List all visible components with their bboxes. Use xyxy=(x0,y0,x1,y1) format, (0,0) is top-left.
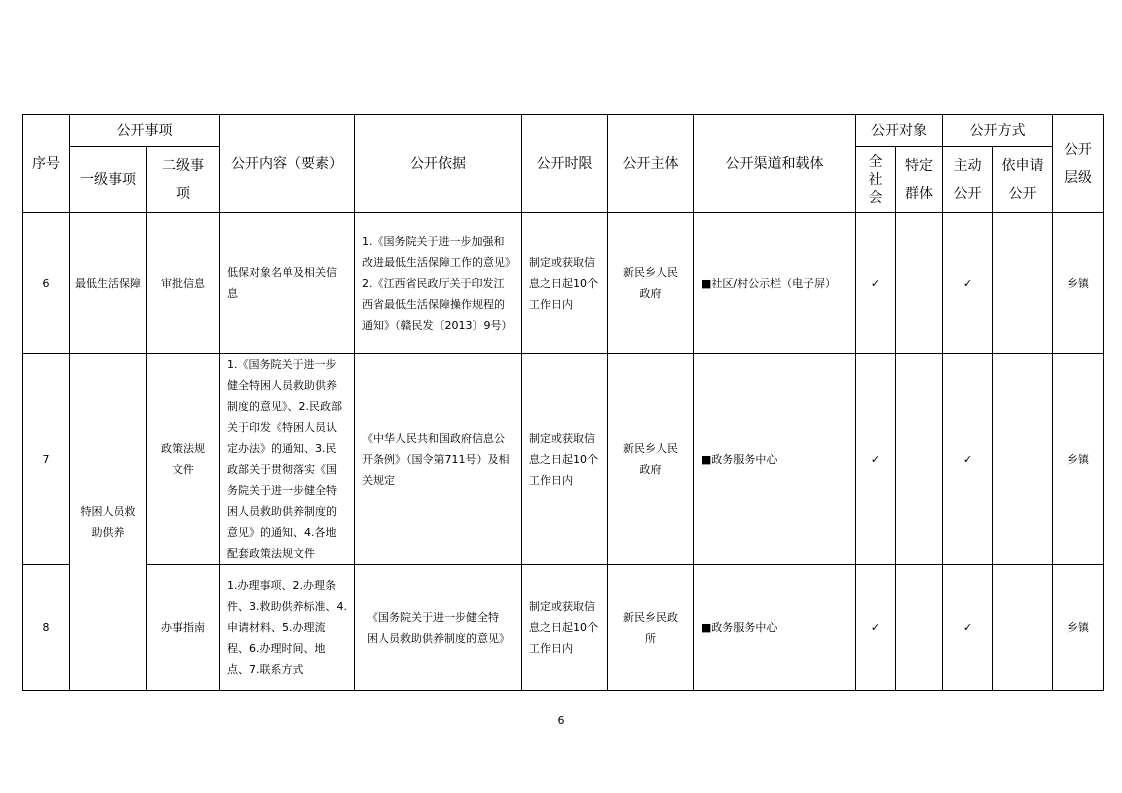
header-row-1 xyxy=(23,115,1104,147)
row8-content: 1.办理事项、2.办理条件、3.救助供养标准、4.申请材料、5.办理流程、6.办理时间、地点、7.联系方式 xyxy=(220,565,355,691)
header-channel: 公开渠道和载体 xyxy=(694,115,856,213)
header-audience-all-3: 会 xyxy=(868,189,883,206)
row8-check-request xyxy=(993,565,1053,691)
header-audience-special xyxy=(896,147,943,213)
row7-scope: 乡镇 xyxy=(1053,354,1104,565)
header-audience-special-2: 群体 xyxy=(905,185,933,202)
row7-level1: 特困人员救助供养 xyxy=(70,354,147,691)
row7-check-special xyxy=(896,354,943,565)
page-number: 6 xyxy=(557,714,565,727)
header-scope xyxy=(1053,115,1104,213)
header-basis: 公开依据 xyxy=(355,115,522,213)
row6-content: 低保对象名单及相关信息 xyxy=(220,213,355,354)
row7-check-active: ✓ xyxy=(943,354,993,565)
header-level2-line2: 项 xyxy=(176,185,190,202)
table-row xyxy=(23,354,1104,565)
row7-time-limit: 制定或获取信息之日起10个工作日内 xyxy=(522,354,608,565)
row8-seq: 8 xyxy=(23,565,70,691)
row8-basis: 《国务院关于进一步健全特困人员救助供养制度的意见》 xyxy=(355,565,522,691)
header-time-limit: 公开时限 xyxy=(522,115,608,213)
header-level1: 一级事项 xyxy=(70,147,147,213)
row7-channel: ■政务服务中心 xyxy=(694,354,856,565)
header-audience-all-2: 社 xyxy=(868,171,883,188)
row6-scope: 乡镇 xyxy=(1053,213,1104,354)
row7-subject: 新民乡人民政府 xyxy=(608,354,694,565)
row8-level2: 办事指南 xyxy=(147,565,220,691)
row7-basis: 《中华人民共和国政府信息公开条例》（国令第711号）及相关规定 xyxy=(355,354,522,565)
header-method-active xyxy=(943,147,993,213)
row6-basis: 1.《国务院关于进一步加强和改进最低生活保障工作的意见》2.《江西省民政厅关于印发江西省最低生活保障操作规程的通知》（赣民发〔2013〕9号） xyxy=(355,213,522,354)
header-method-request xyxy=(993,147,1053,213)
row7-check-request xyxy=(993,354,1053,565)
row6-seq: 6 xyxy=(23,213,70,354)
row6-subject: 新民乡人民政府 xyxy=(608,213,694,354)
header-content: 公开内容（要素） xyxy=(220,115,355,213)
header-level2-line1: 二级事 xyxy=(162,157,204,174)
row8-check-active: ✓ xyxy=(943,565,993,691)
row8-channel: ■政务服务中心 xyxy=(694,565,856,691)
header-method-active-2: 公开 xyxy=(953,185,982,202)
row6-level2: 审批信息 xyxy=(147,213,220,354)
table-row xyxy=(23,565,1104,691)
header-scope-line1: 公开 xyxy=(1064,141,1092,158)
disclosure-table xyxy=(22,114,1104,691)
row8-scope: 乡镇 xyxy=(1053,565,1104,691)
header-audience-special-1: 特定 xyxy=(905,157,933,174)
row7-content: 1.《国务院关于进一步健全特困人员救助供养制度的意见》、2.民政部关于印发《特困人员认定办法》的通知、3.民政部关于贯彻落实《国务院关于进一步健全特困人员救助供养制度的意见》的通知、4.各地配套政策法规文件 xyxy=(220,354,355,565)
header-audience-all-1: 全 xyxy=(868,153,883,170)
row6-check-special xyxy=(896,213,943,354)
row8-check-all: ✓ xyxy=(856,565,896,691)
row6-channel: ■社区/村公示栏（电子屏） xyxy=(694,213,856,354)
row7-level2: 政策法规文件 xyxy=(147,354,220,565)
row6-check-request xyxy=(993,213,1053,354)
row8-time-limit: 制定或获取信息之日起10个工作日内 xyxy=(522,565,608,691)
table-row xyxy=(23,213,1104,354)
row6-level1: 最低生活保障 xyxy=(70,213,147,354)
header-method-active-1: 主动 xyxy=(953,157,982,174)
row6-time-limit: 制定或获取信息之日起10个工作日内 xyxy=(522,213,608,354)
header-method-request-2: 公开 xyxy=(1008,185,1037,202)
header-subject: 公开主体 xyxy=(608,115,694,213)
header-level2 xyxy=(147,147,220,213)
row6-check-all: ✓ xyxy=(856,213,896,354)
row7-seq: 7 xyxy=(23,354,70,565)
header-scope-line2: 层级 xyxy=(1064,169,1092,186)
header-method: 公开方式 xyxy=(943,115,1053,147)
row7-check-all: ✓ xyxy=(856,354,896,565)
row8-subject: 新民乡民政所 xyxy=(608,565,694,691)
header-audience: 公开对象 xyxy=(856,115,943,147)
row8-check-special xyxy=(896,565,943,691)
header-method-request-1: 依申请 xyxy=(1001,157,1044,174)
row6-check-active: ✓ xyxy=(943,213,993,354)
header-seq: 序号 xyxy=(23,115,70,213)
header-item: 公开事项 xyxy=(70,115,220,147)
header-audience-all xyxy=(856,147,896,213)
